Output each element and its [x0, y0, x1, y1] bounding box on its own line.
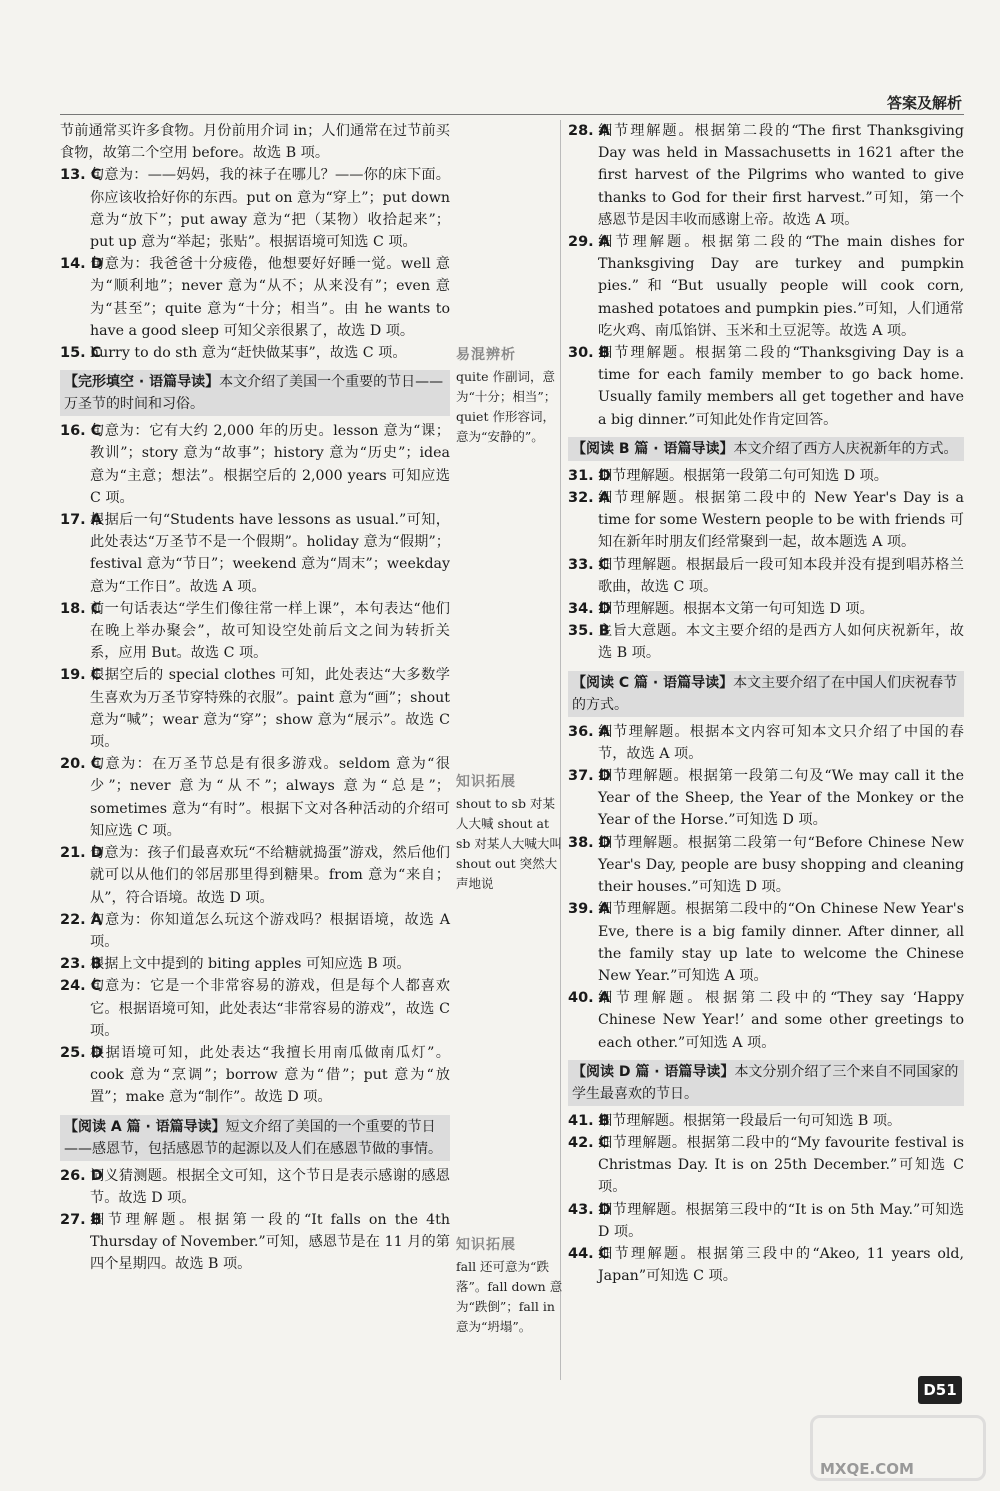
side-note-heading: 知识拓展	[456, 1237, 516, 1253]
section-reading-b	[568, 437, 964, 461]
section-text: 短文介绍了美国的一个重要的节日——感恩节，包括感恩节的起源以及人们在感恩节做的事情。	[64, 1118, 442, 1157]
answer-item	[60, 953, 450, 975]
answer-number: 20. C	[60, 756, 102, 773]
answer-item	[568, 1132, 964, 1199]
side-note-1	[456, 345, 564, 447]
side-note-heading: 易混辨析	[456, 347, 516, 363]
answer-explanation: 根据空后的 special clothes 可知，此处表达“大多数学生喜欢为万圣节穿特殊的衣服”。paint 意为“画”；shout 意为“喊”；wear 意为“穿”；show 意为“展示”。故选 C 项。	[90, 667, 450, 751]
answer-explanation: 细节理解题。根据第一段最后一句可知选 B 项。	[598, 1112, 902, 1129]
section-tag: 【阅读 B 篇 · 语篇导读】	[572, 440, 734, 457]
answer-list-a	[60, 164, 450, 364]
answer-item	[568, 1243, 964, 1287]
side-note-3	[456, 1235, 564, 1337]
answer-explanation: 细节理解题。根据第二段中的“They say ‘Happy Chinese New Year!’ and some other greetings to each other.”可知选 A 项。	[598, 990, 964, 1051]
answer-number: 25. D	[60, 1044, 103, 1061]
page-number-badge: D51	[918, 1376, 962, 1404]
answer-item	[60, 164, 450, 253]
answer-number: 35. B	[568, 623, 610, 640]
answer-item	[60, 842, 450, 909]
side-note-text: shout to sb 对某人大喊 shout at sb 对某人大喊大叫 shout out 突然大声地说	[456, 796, 562, 891]
answer-explanation: 细节理解题。根据第二段第一句“Before Chinese New Year's Day, people are busy shopping and cleaning their houses.”可知选 D 项。	[598, 834, 964, 896]
answer-item	[60, 509, 450, 598]
answer-list-c	[60, 1165, 450, 1276]
answer-number: 41. B	[568, 1112, 610, 1129]
right-column	[568, 120, 964, 1287]
answer-number: 44. C	[568, 1245, 610, 1262]
answer-number: 21. D	[60, 845, 103, 862]
answer-item	[60, 909, 450, 953]
answer-item	[568, 898, 964, 987]
answer-explanation: 细节理解题。根据第二段的“Thanksgiving Day is a time for each family member to go back home. Usually family members all get together and have a big dinner.”可知此处作肯定回答。	[598, 345, 964, 428]
answer-explanation: 细节理解题。根据本文内容可知本文只介绍了中国的春节，故选 A 项。	[598, 723, 964, 762]
answer-number: 31. D	[568, 467, 611, 484]
answer-number: 17. A	[60, 512, 102, 529]
answer-number: 38. D	[568, 834, 611, 851]
answer-list-a	[568, 120, 964, 431]
answer-number: 32. A	[568, 490, 610, 507]
section-reading-a	[60, 1115, 450, 1161]
section-tag: 【阅读 A 篇 · 语篇导读】	[64, 1118, 226, 1135]
answer-explanation: 词义猜测题。根据全文可知，这个节日是表示感谢的感恩节。故选 D 项。	[90, 1167, 450, 1206]
answer-number: 16. C	[60, 423, 102, 440]
answer-explanation: 细节理解题。根据第二段的“The first Thanksgiving Day was held in Massachusetts in 1621 after the first harvest of the Pilgrims who wanted to give thanks to God for their first harvest.”可知，第一个感恩节是因丰收而感谢上帝。故选 A 项。	[598, 123, 964, 228]
answer-number: 40. A	[568, 990, 610, 1007]
answer-item	[568, 120, 964, 231]
answer-explanation: 根据上文中提到的 biting apples 可知应选 B 项。	[90, 956, 411, 973]
answer-number: 39. A	[568, 901, 610, 918]
answer-list-c	[568, 721, 964, 1054]
answer-explanation: 句意为：它有大约 2,000 年的历史。lesson 意为“课；教训”；story 意为“故事”；history 意为“历史”；idea 意为“主意；想法”。根据空后的 2,000 years 可知应选 C 项。	[90, 423, 450, 506]
answer-explanation: 主旨大意题。本文主要介绍的是西方人如何庆祝新年，故选 B 项。	[598, 623, 964, 662]
answer-item	[568, 487, 964, 554]
answer-item	[568, 765, 964, 832]
answer-item	[60, 342, 450, 364]
answer-number: 22. A	[60, 911, 102, 928]
answer-number: 13. C	[60, 167, 102, 184]
answer-number: 26. D	[60, 1167, 103, 1184]
answer-number: 37. D	[568, 768, 611, 785]
answer-item	[60, 1165, 450, 1209]
watermark-text: MXQE.COM	[820, 1460, 914, 1478]
answer-explanation: 细节理解题。根据第一段第二句可知选 D 项。	[598, 467, 888, 484]
answer-item	[568, 554, 964, 598]
answer-explanation: 细节理解题。根据第二段中的“On Chinese New Year's Eve, there is a big family dinner. After dinner, all the family stay up late to welcome the Chinese New Year.”可知选 A 项。	[598, 901, 964, 984]
section-text: 本文介绍了西方人庆祝新年的方式。	[733, 440, 958, 457]
answer-number: 43. D	[568, 1201, 611, 1218]
answer-explanation: 前一句话表达“学生们像往常一样上课”，本句表达“他们在晚上举办聚会”，故可知设空处前后文之间为转折关系，应用 But。故选 C 项。	[90, 600, 450, 662]
answer-explanation: 细节理解题。根据第三段中的“It is on 5th May.”可知选 D 项。	[598, 1201, 964, 1240]
answer-explanation: 细节理解题。根据第一段的“It falls on the 4th Thursday of November.”可知，感恩节是在 11 月的第四个星期四。故选 B 项。	[90, 1211, 450, 1273]
answer-item	[568, 1110, 964, 1132]
answer-item	[568, 1199, 964, 1243]
answer-explanation: hurry to do sth 意为“赶快做某事”，故选 C 项。	[90, 345, 407, 362]
answer-explanation: 细节理解题。根据第二段中的 New Year's Day is a time for some Western people to be with friends 可知在新年时朋友们经常聚到一起，故本题选 A 项。	[598, 490, 964, 551]
answer-explanation: 句意为：孩子们最喜欢玩“不给糖就捣蛋”游戏，然后他们就可以从他们的邻居那里得到糖果。from 意为“来自；从”，符合语境。故选 D 项。	[90, 845, 450, 906]
answer-number: 34. D	[568, 601, 611, 618]
answer-number: 15. C	[60, 345, 102, 362]
section-reading-d	[568, 1060, 964, 1106]
left-column	[60, 120, 450, 1276]
side-note-heading: 知识拓展	[456, 774, 516, 790]
answer-item	[60, 253, 450, 342]
answer-number: 24. C	[60, 978, 102, 995]
answer-item	[568, 598, 964, 620]
answer-item	[60, 975, 450, 1042]
answer-item	[60, 1209, 450, 1276]
answer-number: 28. A	[568, 123, 610, 139]
answer-explanation: 细节理解题。根据第二段中的“My favourite festival is Christmas Day. It is on 25th December.”可知选 C 项。	[598, 1134, 964, 1196]
answer-explanation: 细节理解题。根据最后一段可知本段并没有提到唱苏格兰歌曲，故选 C 项。	[598, 556, 964, 595]
answer-number: 33. C	[568, 556, 610, 573]
answer-explanation: 句意为：在万圣节总是有很多游戏。seldom 意为“很少”；never 意为“从不”；always 意为“总是”；sometimes 意为“有时”。根据下文对各种活动的介绍可知应选 C 项。	[90, 756, 450, 839]
section-cloze	[60, 370, 450, 416]
answer-explanation: 细节理解题。根据第二段的“The main dishes for Thanksgiving Day are turkey and pumpkin pies.”和“But usually people will cook corn, mashed potatoes and pumpkin pies.”可知，人们通常吃火鸡、南瓜馅饼、玉米和土豆泥等。故选 A 项。	[598, 234, 964, 339]
answer-explanation: 细节理解题。根据第一段第二句及“We may call it the Year of the Sheep, the Year of the Monkey or the Year of the Horse.”可知选 D 项。	[598, 768, 964, 829]
answer-explanation: 根据后一句“Students have lessons as usual.”可知，此处表达“万圣节不是一个假期”。holiday 意为“假期”；festival 意为“节日”；weekend 意为“周末”；weekday 意为“工作日”。故选 A 项。	[90, 512, 450, 595]
answer-item	[60, 753, 450, 842]
answer-explanation: 句意为：我爸爸十分疲倦，他想要好好睡一觉。well 意为“顺利地”；never 意为“从不；从来没有”；even 意为“甚至”；quite 意为“十分；相当”。由 he wants to have a good sleep 可知父亲很累了，故选 D 项。	[90, 256, 450, 339]
column-divider	[560, 120, 561, 1380]
answer-number: 29. A	[568, 234, 610, 251]
answer-explanation: 根据语境可知，此处表达“我擅长用南瓜做南瓜灯”。cook 意为“烹调”；borrow 意为“借”；put 意为“放置”；make 意为“制作”。故选 D 项。	[90, 1044, 450, 1106]
answer-number: 27. B	[60, 1211, 102, 1228]
answer-explanation: 细节理解题。根据本文第一句可知选 D 项。	[598, 601, 874, 618]
section-reading-c	[568, 671, 964, 717]
answer-item	[60, 664, 450, 753]
answer-item	[568, 987, 964, 1054]
answer-item	[568, 231, 964, 342]
answer-list-b	[568, 465, 964, 665]
answer-item	[60, 420, 450, 509]
intro-paragraph: 节前通常买许多食物。月份前用介词 in；人们通常在过节前买食物，故第二个空用 before。故选 B 项。	[60, 123, 450, 162]
answer-number: 36. A	[568, 723, 610, 740]
answer-explanation: 句意为：——妈妈，我的袜子在哪儿？——你的床下面。你应该收拾好你的东西。put on 意为“穿上”；put down 意为“放下”；put away 意为“把（某物）收拾起来”；put up 意为“举起；张贴”。根据语境可知选 C 项。	[90, 167, 450, 251]
header-rule	[60, 114, 964, 115]
answer-item	[568, 832, 964, 899]
answer-item	[568, 342, 964, 431]
answer-number: 23. B	[60, 956, 102, 973]
answer-number: 18. C	[60, 600, 102, 617]
answer-number: 30. B	[568, 345, 610, 362]
answer-item	[568, 465, 964, 487]
section-text: 本文介绍了美国一个重要的节日——万圣节的时间和习俗。	[64, 374, 444, 413]
side-note-text: quite 作副词，意为“十分；相当”；quiet 作形容词，意为“安静的”。	[456, 369, 557, 444]
section-text: 本文分别介绍了三个来自不同国家的学生最喜欢的节日。	[572, 1063, 959, 1102]
answer-item	[60, 598, 450, 665]
answer-list-d	[568, 1110, 964, 1288]
section-tag: 【阅读 D 篇 · 语篇导读】	[572, 1063, 735, 1080]
answer-item	[60, 1042, 450, 1109]
answer-number: 42. C	[568, 1134, 610, 1151]
section-text: 本文主要介绍了在中国人们庆祝春节的方式。	[572, 674, 958, 713]
answer-explanation: 句意为：你知道怎么玩这个游戏吗？根据语境，故选 A 项。	[90, 911, 450, 950]
answer-item	[568, 620, 964, 664]
answer-number: 19. C	[60, 667, 102, 684]
answer-item	[568, 721, 964, 765]
page-header-title: 答案及解析	[886, 94, 962, 112]
answer-explanation: 细节理解题。根据第三段中的“Akeo, 11 years old, Japan”可知选 C 项。	[598, 1245, 964, 1285]
side-note-text: fall 还可意为“跌落”。fall down 意为“跌倒”；fall in 意为“坍塌”。	[456, 1259, 563, 1334]
answer-explanation: 句意为：它是一个非常容易的游戏，但是每个人都喜欢它。根据语境可知，此处表达“非常容易的游戏”，故选 C 项。	[90, 978, 450, 1039]
section-tag: 【阅读 C 篇 · 语篇导读】	[572, 674, 734, 691]
answer-list-b	[60, 420, 450, 1108]
answer-number: 14. D	[60, 256, 103, 273]
side-note-2	[456, 772, 564, 894]
section-tag: 【完形填空 · 语篇导读】	[64, 374, 220, 391]
